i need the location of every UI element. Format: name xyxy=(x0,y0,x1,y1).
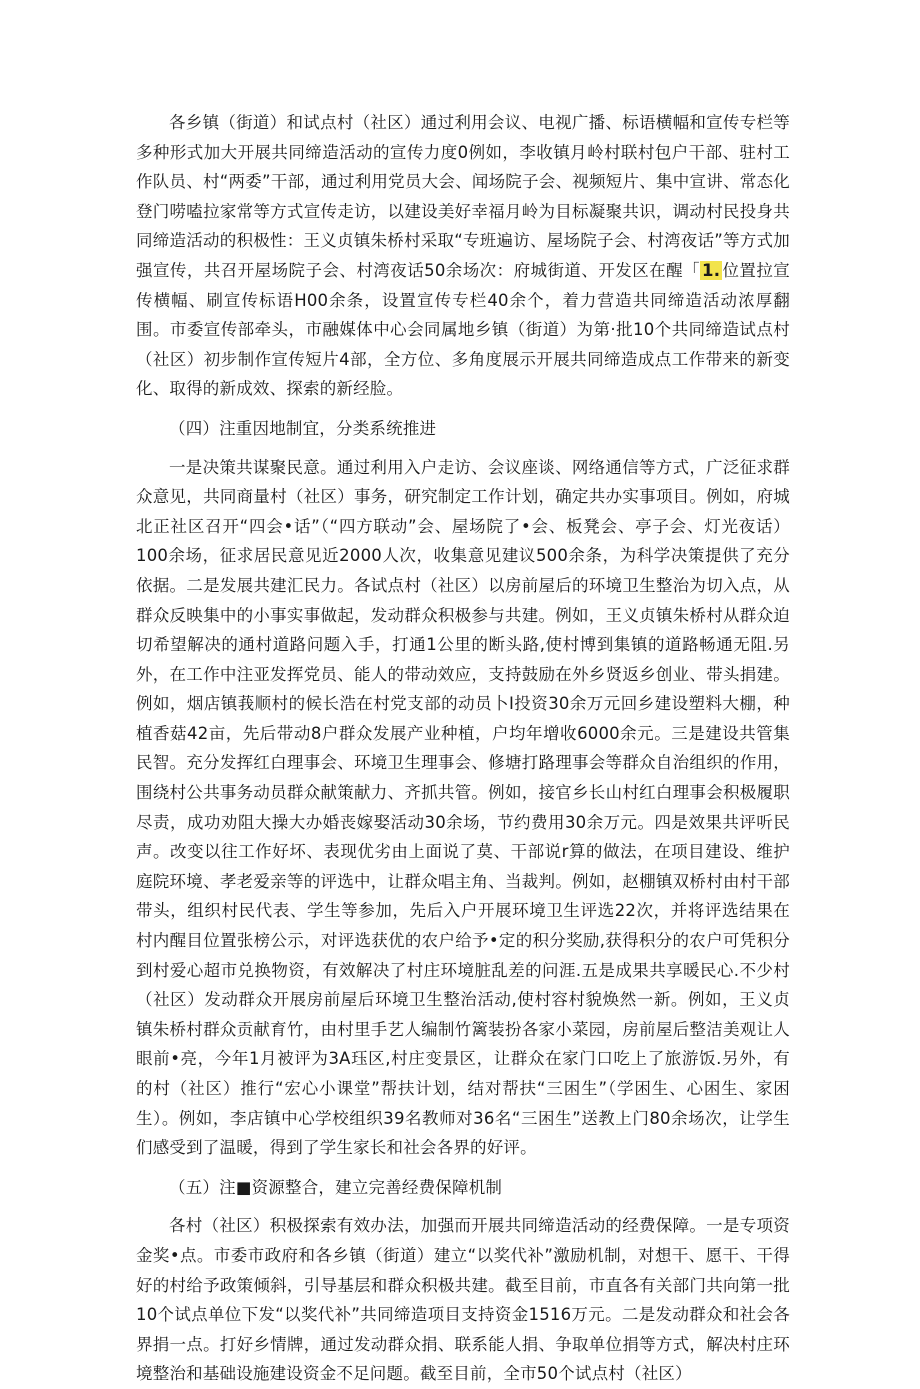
paragraph-publicity-text-start: 各乡镇（街道）和试点村（社区）通过利用会议、电视广播、标语横幅和宣传专栏等多种形式加大开展共同缔造活动的宣传力度0例如，李收镇月岭村联村包户干部、驻村工作队员、村“两委”干部，通过利用党员大会、闻场院子会、视频短片、集中宣讲、常态化登门唠嗑拉家常等方式宣传走访，以建设美好幸福月岭为目标凝聚共识，调动村民投身共同缔造活动的积极性：王义贞镇朱桥村采取“专班遍访、屋场院子会、村湾夜话”等方式加强宣传，共召开屋场院子会、村湾夜话50余场次：府城街道、开发区在醒「 xyxy=(136,113,790,280)
section-heading-5-end: 资源整合，建立完善经费保障机制 xyxy=(251,1177,503,1197)
highlighted-marker: 1. xyxy=(702,260,721,280)
section-heading-5 xyxy=(136,1173,790,1203)
document-body xyxy=(136,108,790,1389)
paragraph-publicity xyxy=(136,108,790,404)
paragraph-five-togethers: 一是决策共谋聚民意。通过利用入户走访、会议座谈、网络通信等方式，广泛征求群众意见，共同商量村（社区）事务，研究制定工作计划，确定共办实事项目。例如，府城北正社区召开“四会•话”（“四方联动”会、屋场院了•会、板凳会、亭子会、灯光夜话）100余场，征求居民意见近2000人次，收集意见建议500余条，为科学决策提供了充分依据。二是发展共建汇民力。各试点村（社区）以房前屋后的环境卫生整治为切入点，从群众反映集中的小事实事做起，发动群众积极参与共建。例如，王义贞镇朱桥村从群众迫切希望解决的通村道路问题入手，打通1公里的断头路,使村博到集镇的道路畅通无阻.另外，在工作中注亚发挥党员、能人的带动效应，支持鼓励在外乡贤返乡创业、带头捐建。例如，烟店镇莪顺村的候长浩在村党支部的动员卜I投资30余万元回乡建设塑料大棚，种植香菇42亩，先后带动8户群众发展产业种植，户均年增收6000余元。三是建设共管集民智。充分发挥红白理事会、环境卫生理事会、修塘打路理事会等群众自治组织的作用，围绕村公共事务动员群众献策献力、齐抓共管。例如，接官乡长山村红白理事会积极履职尽责，成功劝阻大操大办婚丧嫁娶活动30余场，节约费用30余万元。四是效果共评听民声。改变以往工作好坏、表现优劣由上面说了莫、干部说r算的做法，在项目建设、维护庭院环境、孝老爱亲等的评选中，让群众唱主角、当裁判。例如，赵棚镇双桥村由村干部带头，组织村民代表、学生等参加，先后入户开展环境卫生评选22次，并将评选结果在村内醒目位置张榜公示，对评选获优的农户给予•定的积分奖励,获得积分的农户可凭积分到村爱心超市兑换物资，有效解决了村庄环境脏乱差的问涯.五是成果共享暖民心.不少村（社区）发动群众开展房前屋后环境卫生整治活动,使村容村貌焕然一新。例如，王义贞镇朱桥村群众贡献育竹，由村里手艺人编制竹篱装扮各家小菜园，房前屋后整洁美观让人眼前•亮，今年1月被评为3A珏区,村庄变景区，让群众在家门口吃上了旅游饭.另外，有的村（社区）推行“宏心小课堂”帮扶计划，结对帮扶“三困生”（学困生、心困生、家困生）。例如，李店镇中心学校组织39名教师对36名“三困生”送教上门80余场次，让学生们感受到了温暖，得到了学生家长和社会各界的好评。 xyxy=(136,457,790,1158)
square-glyph: ■ xyxy=(235,1177,252,1197)
section-heading-4: （四）注重因地制宜，分类系统推进 xyxy=(169,418,437,438)
section-heading-5-start: （五）注 xyxy=(169,1177,236,1197)
paragraph-publicity-text-end: 位置拉宣传横幅、刷宣传标语H00余条，设置宣传专栏40余个，着力营造共同缔造活动浓厚翻围。市委宣传部牵头，市融媒体中心会同属地乡镇（街道）为第·批10个共同缔造试点村（社区）初步制作宣传短片4部，全方位、多角度展示开展共同缔造成点工作带来的新变化、取得的新成效、探索的新经脸。 xyxy=(136,260,791,399)
paragraph-funding: 各村（社区）积极探索有效办法，加强而开展共同缔造活动的经费保障。一是专项资金奖•点。市委市政府和各乡镇（街道）建立“以奖代补”激励机制，对想干、愿干、干得好的村给予政策倾斜，引导基层和群众积极共建。截至目前，市直各有关部门共向第一批10个试点单位下发“以奖代补”共同缔造项目支持资金1516万元。二是发动群众和社会各界捐一点。打好乡情牌，通过发动群众捐、联系能人捐、争取单位捐等方式，解决村庄环境整治和基础设施建设资金不足问题。截至目前，全市50个试点村（社区） xyxy=(136,1216,790,1384)
